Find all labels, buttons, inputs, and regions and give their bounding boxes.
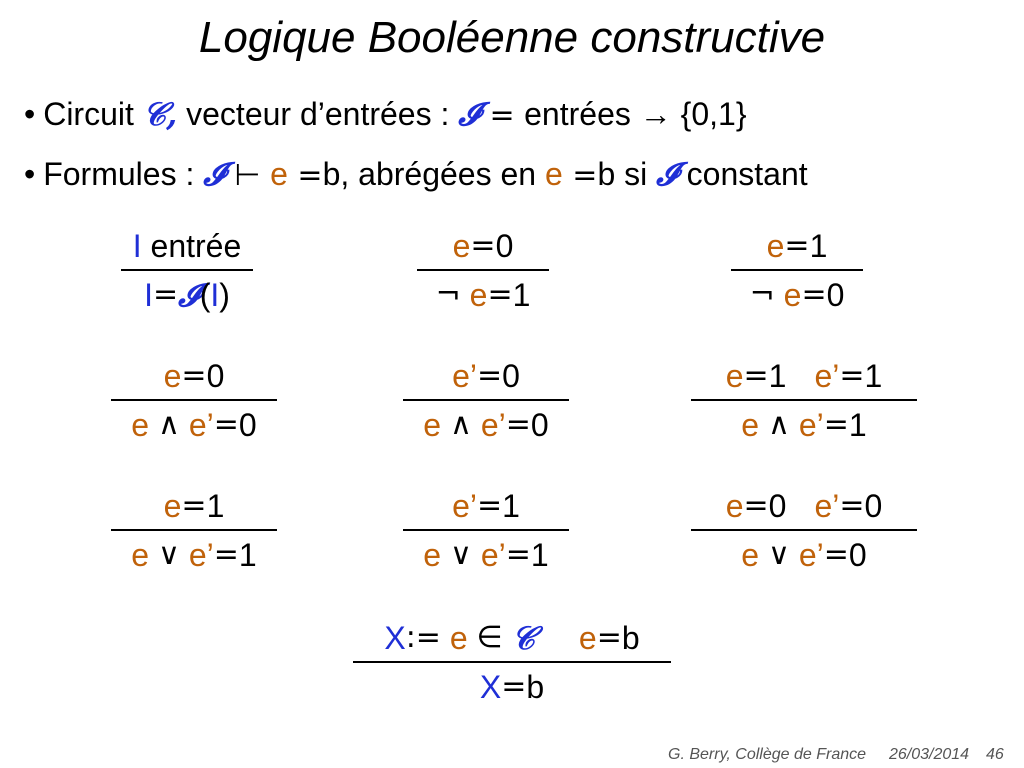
equals-symbol: = — [476, 488, 503, 523]
equals-symbol: = — [505, 537, 531, 572]
variable-e: e — [725, 488, 744, 524]
circuit-symbol: 𝒞, — [142, 95, 178, 133]
value-b: b — [526, 669, 545, 705]
rule-input — [114, 226, 260, 315]
input-vector-symbol: 𝓘 — [458, 95, 480, 133]
variable-e: e — [452, 228, 471, 264]
variable-e: e — [741, 407, 760, 443]
paren: ) — [219, 277, 230, 313]
footer-page-number: 46 — [986, 746, 1004, 763]
constant: 0 — [238, 407, 257, 443]
variable-e: e — [544, 156, 563, 192]
variable-e-prime: e’ — [480, 537, 506, 573]
equals-symbol: = — [505, 407, 531, 442]
input-name: I — [144, 277, 153, 313]
input-name: I — [132, 228, 142, 264]
constant: 1 — [512, 277, 531, 313]
constant: 0 — [502, 358, 520, 394]
rule-or-both-zero — [684, 486, 924, 575]
and-symbol: ∧ — [767, 407, 790, 442]
rule-not-one — [722, 226, 872, 315]
bullet-text: b si — [597, 156, 657, 192]
equals-symbol: = — [470, 228, 496, 263]
equals-symbol: = — [181, 488, 207, 523]
variable-e: e — [270, 156, 288, 192]
variable-e-prime: e’ — [452, 358, 477, 394]
constant: 1 — [206, 488, 225, 524]
variable-e-prime: e’ — [798, 407, 824, 443]
variable-e: e — [423, 537, 442, 573]
constant: 0 — [848, 537, 867, 573]
bullet-text: b, abrégées en — [322, 156, 545, 192]
wire-x: X — [479, 669, 502, 705]
circuit-symbol: 𝒞 — [511, 619, 535, 657]
constant: 1 — [768, 358, 787, 394]
input-vector-symbol: 𝓘 — [656, 155, 678, 193]
or-symbol: ∨ — [449, 537, 472, 572]
footer-author: G. Berry, Collège de France — [668, 746, 867, 763]
inference-bar — [691, 529, 917, 531]
rule-or-left-one — [104, 486, 284, 575]
input-vector-symbol: 𝓘 — [203, 155, 225, 193]
bullet-text: Circuit — [43, 96, 143, 132]
or-symbol: ∨ — [767, 537, 790, 572]
bullet-text: vecteur d’entrées : — [177, 96, 459, 132]
equals-symbol: = — [743, 358, 769, 393]
wire-x: X — [384, 620, 406, 656]
constant: 1 — [864, 358, 883, 394]
variable-e-prime: e’ — [452, 488, 477, 524]
and-symbol: ∧ — [449, 407, 472, 442]
constant: 0 — [826, 277, 845, 313]
equals-symbol: = — [823, 407, 849, 442]
constant: 0 — [768, 488, 787, 524]
bullet-circuit — [24, 94, 747, 136]
rule-or-right-one — [396, 486, 576, 575]
value-b: b — [621, 620, 640, 656]
rule-wire-definition — [346, 618, 678, 707]
constant: 1 — [848, 407, 867, 443]
variable-e: e — [423, 407, 442, 443]
equals-symbol: = — [501, 669, 527, 704]
bullet-text: constant — [677, 156, 808, 192]
negation-symbol: ¬ — [435, 277, 461, 312]
variable-e-prime: e’ — [798, 537, 824, 573]
equals-symbol: = — [596, 620, 622, 655]
constant: 1 — [530, 537, 549, 573]
inference-bar — [731, 269, 863, 271]
equals-symbol: = — [743, 488, 769, 523]
footer-date: 26/03/2014 — [889, 746, 970, 763]
variable-e: e — [766, 228, 785, 264]
variable-e: e — [578, 620, 597, 656]
equals-symbol: = — [562, 158, 598, 193]
constant: 0 — [864, 488, 883, 524]
variable-e-prime: e’ — [480, 407, 506, 443]
variable-e-prime: e’ — [814, 358, 840, 394]
variable-e: e — [131, 537, 150, 573]
constant: 0 — [206, 358, 225, 394]
element-of-symbol: ∈ — [476, 620, 503, 655]
definition-symbol: := — [405, 620, 441, 655]
equals-symbol: = — [476, 358, 503, 393]
variable-e: e — [725, 358, 744, 394]
inference-bar — [417, 269, 549, 271]
rule-and-left-zero — [104, 356, 284, 445]
inference-bar — [121, 269, 253, 271]
slide-title: Logique Booléenne constructive — [198, 13, 826, 62]
input-label: entrée — [150, 228, 242, 264]
equals-symbol: = — [213, 407, 239, 442]
variable-e: e — [163, 488, 182, 524]
equals-symbol: = — [181, 358, 207, 393]
rule-and-both-one — [684, 356, 924, 445]
or-symbol: ∨ — [157, 537, 180, 572]
variable-e: e — [783, 277, 802, 313]
variable-e: e — [131, 407, 150, 443]
inference-bar — [403, 529, 569, 531]
variable-e: e — [163, 358, 182, 394]
bullet-dot: • — [24, 96, 36, 132]
constant: 0 — [530, 407, 549, 443]
equals-symbol: = — [839, 358, 865, 393]
variable-e: e — [741, 537, 760, 573]
variable-e-prime: e’ — [814, 488, 840, 524]
equals-symbol: = — [784, 228, 810, 263]
paren: ( — [199, 277, 211, 313]
inference-bar — [111, 399, 277, 401]
bullet-text: entrées → {0,1} — [524, 96, 747, 132]
equals-symbol: = — [823, 537, 849, 572]
constant: 1 — [502, 488, 520, 524]
equals-symbol: = — [487, 277, 513, 312]
equals-symbol: = — [152, 277, 179, 312]
equals-symbol: = — [213, 537, 239, 572]
bullet-dot: • — [24, 156, 36, 192]
constant: 1 — [238, 537, 257, 573]
turnstile-symbol: ⊢ — [224, 158, 271, 193]
inference-bar — [691, 399, 917, 401]
constant: 1 — [809, 228, 828, 264]
equals-symbol: = — [801, 277, 827, 312]
negation-symbol: ¬ — [749, 277, 775, 312]
equals-symbol: = — [479, 98, 525, 133]
inference-bar — [111, 529, 277, 531]
inference-bar — [403, 399, 569, 401]
variable-e: e — [449, 620, 468, 656]
equals-symbol: = — [287, 158, 323, 193]
inference-bar — [353, 661, 671, 663]
rule-and-right-zero — [396, 356, 576, 445]
input-name: I — [210, 277, 220, 313]
rule-not-zero — [408, 226, 558, 315]
variable-e-prime: e’ — [188, 537, 214, 573]
bullet-text: Formules : — [43, 156, 204, 192]
constant: 0 — [495, 228, 514, 264]
and-symbol: ∧ — [157, 407, 180, 442]
variable-e-prime: e’ — [188, 407, 214, 443]
input-vector-symbol: 𝓘 — [178, 276, 200, 314]
equals-symbol: = — [839, 488, 865, 523]
variable-e: e — [469, 277, 488, 313]
bullet-formules — [24, 154, 808, 196]
